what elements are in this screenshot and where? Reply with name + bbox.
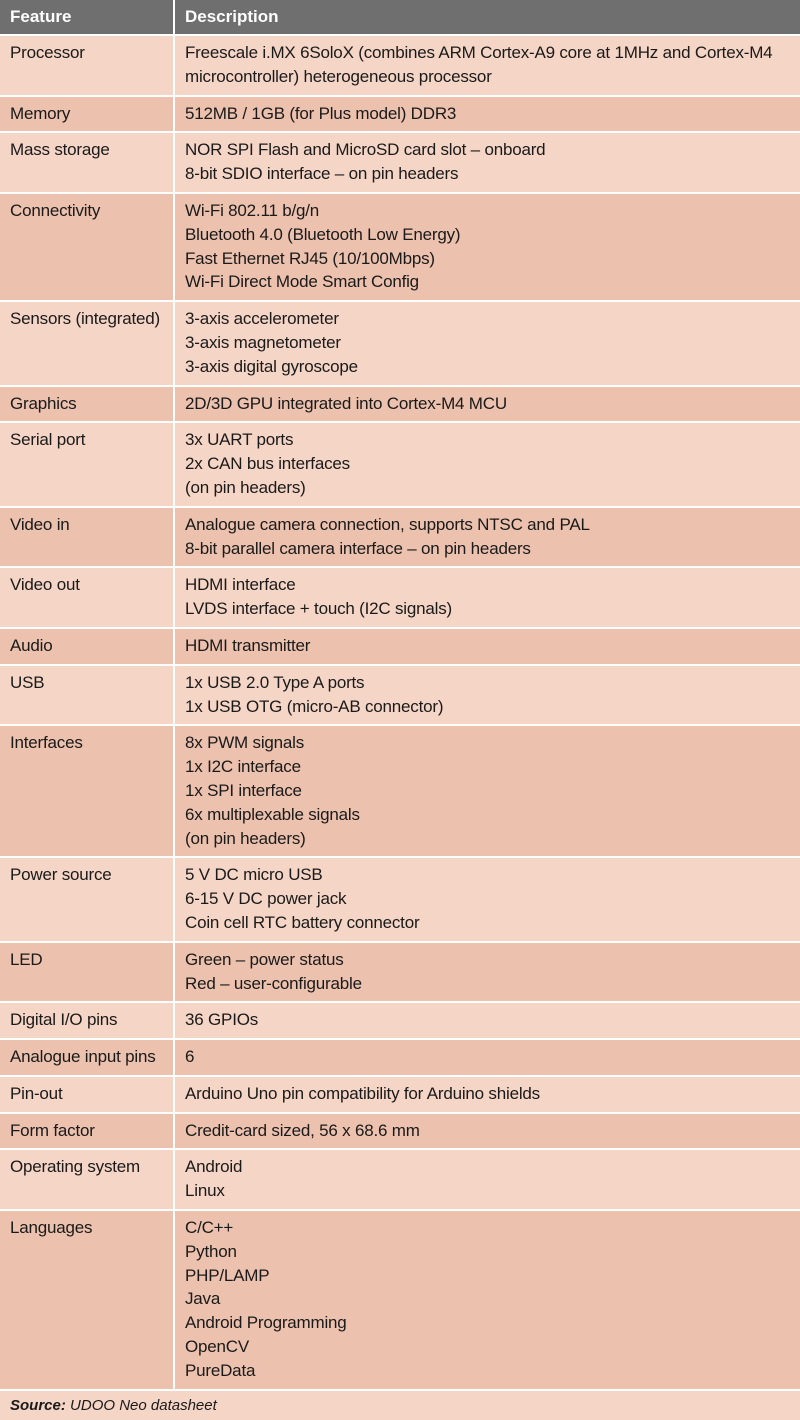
description-cell bbox=[174, 725, 800, 857]
feature-cell: Analogue input pins bbox=[0, 1039, 174, 1076]
table-row bbox=[0, 567, 800, 628]
description-line: Wi-Fi 802.11 b/g/n bbox=[185, 200, 320, 220]
feature-cell: Mass storage bbox=[0, 132, 174, 193]
description-cell bbox=[174, 857, 800, 941]
description-line: Wi-Fi Direct Mode Smart Config bbox=[185, 272, 419, 292]
description-line: (on pin headers) bbox=[185, 828, 306, 848]
description-cell bbox=[174, 1002, 800, 1039]
description-line: Coin cell RTC battery connector bbox=[185, 912, 420, 932]
feature-cell: Form factor bbox=[0, 1113, 174, 1150]
feature-cell: Pin-out bbox=[0, 1076, 174, 1113]
table-row bbox=[0, 1039, 800, 1076]
description-line: 8x PWM signals bbox=[185, 733, 305, 753]
feature-cell: Interfaces bbox=[0, 725, 174, 857]
description-line: Linux bbox=[185, 1181, 225, 1201]
table-row bbox=[0, 35, 800, 96]
description-line: Freescale i.MX 6SoloX (combines ARM Cortex-A9 core at 1MHz and Cortex-M4 microcontroller) heterogeneous processor bbox=[185, 43, 773, 86]
table-row bbox=[0, 193, 800, 301]
description-cell bbox=[174, 507, 800, 568]
description-line: 2x CAN bus interfaces bbox=[185, 454, 350, 474]
description-line: NOR SPI Flash and MicroSD card slot – onboard bbox=[185, 140, 546, 160]
description-cell bbox=[174, 1039, 800, 1076]
description-line: Java bbox=[185, 1289, 221, 1309]
description-line: Green – power status bbox=[185, 949, 344, 969]
description-line: 36 GPIOs bbox=[185, 1010, 259, 1030]
table-row bbox=[0, 1210, 800, 1390]
description-cell bbox=[174, 1113, 800, 1150]
description-line: 8-bit parallel camera interface – on pin headers bbox=[185, 538, 531, 558]
table-row bbox=[0, 1002, 800, 1039]
feature-cell: LED bbox=[0, 942, 174, 1003]
description-line: LVDS interface + touch (I2C signals) bbox=[185, 599, 452, 619]
description-line: PHP/LAMP bbox=[185, 1265, 270, 1285]
table-row bbox=[0, 1149, 800, 1210]
table-row bbox=[0, 628, 800, 665]
description-line: Python bbox=[185, 1241, 237, 1261]
description-line: OpenCV bbox=[185, 1337, 250, 1357]
description-line: 3-axis digital gyroscope bbox=[185, 356, 358, 376]
description-line: Bluetooth 4.0 (Bluetooth Low Energy) bbox=[185, 224, 461, 244]
description-line: HDMI interface bbox=[185, 575, 296, 595]
table-row bbox=[0, 132, 800, 193]
header-feature: Feature bbox=[0, 0, 174, 35]
description-cell bbox=[174, 96, 800, 133]
description-line: 1x USB 2.0 Type A ports bbox=[185, 672, 365, 692]
description-line: PureData bbox=[185, 1360, 256, 1380]
feature-cell: Operating system bbox=[0, 1149, 174, 1210]
source-text: UDOO Neo datasheet bbox=[70, 1396, 217, 1414]
table-row bbox=[0, 665, 800, 726]
table-row bbox=[0, 507, 800, 568]
description-cell bbox=[174, 132, 800, 193]
table-row bbox=[0, 725, 800, 857]
table-row bbox=[0, 857, 800, 941]
feature-cell: Serial port bbox=[0, 422, 174, 506]
description-line: (on pin headers) bbox=[185, 477, 306, 497]
description-cell bbox=[174, 1149, 800, 1210]
description-line: 6-15 V DC power jack bbox=[185, 889, 347, 909]
description-line: HDMI transmitter bbox=[185, 635, 311, 655]
description-line: C/C++ bbox=[185, 1218, 234, 1238]
description-line: 6 bbox=[185, 1047, 195, 1067]
feature-cell: Digital I/O pins bbox=[0, 1002, 174, 1039]
description-line: 3x UART ports bbox=[185, 430, 294, 450]
description-line: Credit-card sized, 56 x 68.6 mm bbox=[185, 1120, 420, 1140]
feature-cell: Processor bbox=[0, 35, 174, 96]
description-line: Fast Ethernet RJ45 (10/100Mbps) bbox=[185, 248, 435, 268]
table-row bbox=[0, 386, 800, 423]
description-line: 3-axis magnetometer bbox=[185, 332, 341, 352]
description-line: Android bbox=[185, 1157, 243, 1177]
table-row bbox=[0, 1113, 800, 1150]
table-row bbox=[0, 1076, 800, 1113]
table-body bbox=[0, 35, 800, 1390]
description-cell bbox=[174, 942, 800, 1003]
description-line: 512MB / 1GB (for Plus model) DDR3 bbox=[185, 103, 457, 123]
description-line: 1x SPI interface bbox=[185, 780, 302, 800]
description-line: Analogue camera connection, supports NTSC and PAL bbox=[185, 514, 590, 534]
description-line: 1x I2C interface bbox=[185, 757, 301, 777]
table-header bbox=[0, 0, 800, 35]
description-cell bbox=[174, 35, 800, 96]
description-cell bbox=[174, 567, 800, 628]
description-line: 2D/3D GPU integrated into Cortex-M4 MCU bbox=[185, 393, 507, 413]
description-cell bbox=[174, 1076, 800, 1113]
table-row bbox=[0, 96, 800, 133]
description-line: 6x multiplexable signals bbox=[185, 804, 360, 824]
feature-cell: Languages bbox=[0, 1210, 174, 1390]
description-cell bbox=[174, 301, 800, 385]
description-cell bbox=[174, 193, 800, 301]
feature-cell: Connectivity bbox=[0, 193, 174, 301]
description-line: 3-axis accelerometer bbox=[185, 309, 339, 329]
feature-cell: Graphics bbox=[0, 386, 174, 423]
feature-cell: Sensors (integrated) bbox=[0, 301, 174, 385]
feature-cell: USB bbox=[0, 665, 174, 726]
table-row bbox=[0, 942, 800, 1003]
feature-cell: Video out bbox=[0, 567, 174, 628]
description-cell bbox=[174, 665, 800, 726]
description-cell bbox=[174, 422, 800, 506]
feature-cell: Power source bbox=[0, 857, 174, 941]
description-line: Arduino Uno pin compatibility for Arduino shields bbox=[185, 1083, 540, 1103]
description-cell bbox=[174, 386, 800, 423]
source-label: Source: bbox=[10, 1396, 66, 1414]
feature-cell: Memory bbox=[0, 96, 174, 133]
description-line: 1x USB OTG (micro-AB connector) bbox=[185, 696, 444, 716]
feature-cell: Video in bbox=[0, 507, 174, 568]
table-row bbox=[0, 301, 800, 385]
header-description: Description bbox=[174, 0, 800, 35]
feature-cell: Audio bbox=[0, 628, 174, 665]
table-row bbox=[0, 422, 800, 506]
description-line: 5 V DC micro USB bbox=[185, 865, 323, 885]
description-cell bbox=[174, 1210, 800, 1390]
source-note bbox=[0, 1391, 800, 1420]
description-line: 8-bit SDIO interface – on pin headers bbox=[185, 164, 459, 184]
description-line: Red – user-configurable bbox=[185, 973, 362, 993]
description-line: Android Programming bbox=[185, 1313, 347, 1333]
description-cell bbox=[174, 628, 800, 665]
